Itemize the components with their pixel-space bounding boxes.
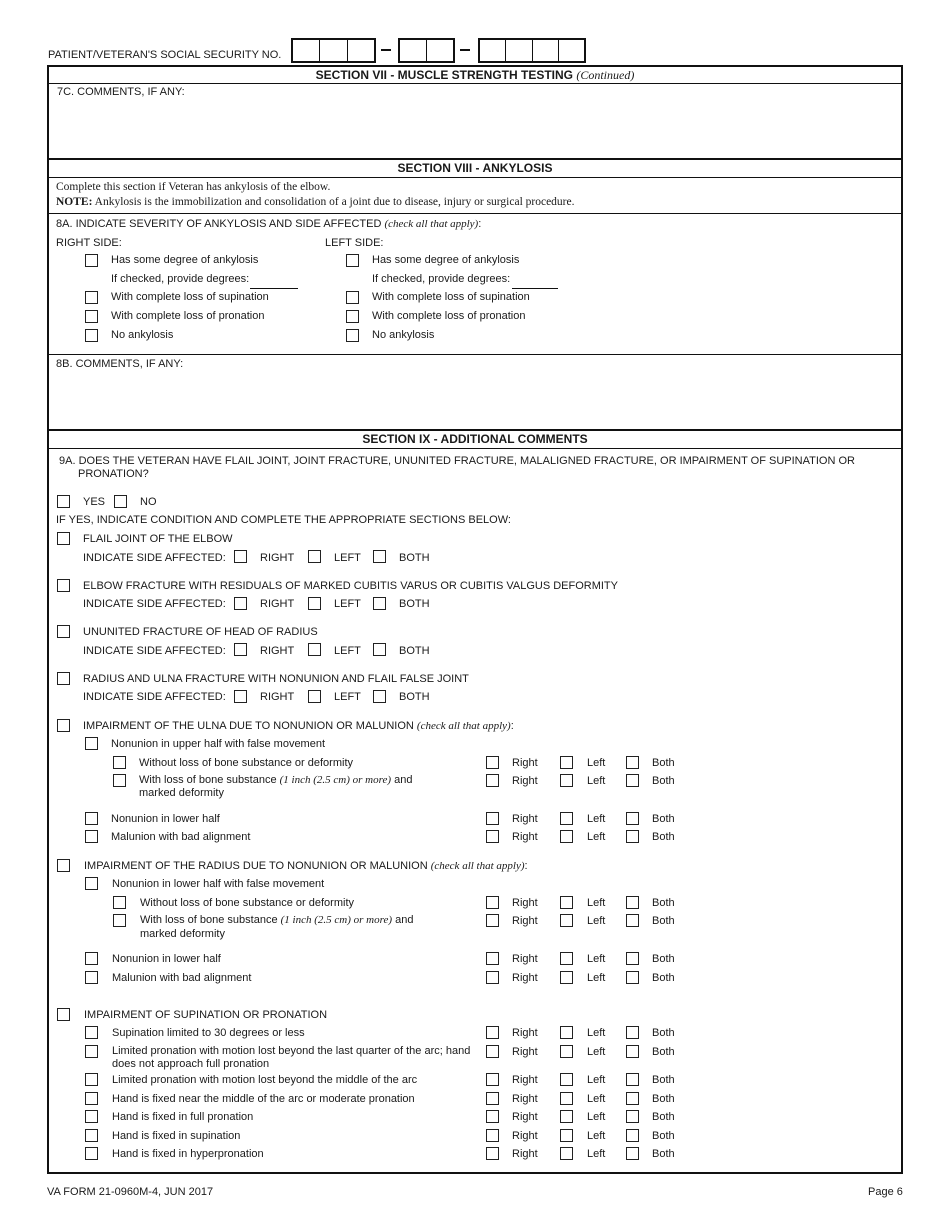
right-side-label: Right [512, 831, 538, 843]
radius-ulna-both-checkbox[interactable] [373, 690, 386, 703]
radius-lower-false-checkbox[interactable] [85, 877, 98, 890]
condition-label: UNUNITED FRACTURE OF HEAD OF RADIUS [83, 626, 318, 638]
flail-left-checkbox[interactable] [308, 550, 321, 563]
left-no-ankylosis-checkbox[interactable] [346, 329, 359, 342]
right-side-checkbox[interactable] [486, 1073, 499, 1086]
both-side-checkbox[interactable] [626, 914, 639, 927]
elbow-left-checkbox[interactable] [308, 597, 321, 610]
condition-label: IMPAIRMENT OF SUPINATION OR PRONATION [84, 1009, 328, 1021]
section-8-title: SECTION VIII - ANKYLOSIS [397, 161, 553, 175]
radius-nonunion-lower-checkbox[interactable] [85, 952, 98, 965]
left-side-checkbox[interactable] [560, 1147, 573, 1160]
radius-impairment-label: IMPAIRMENT OF THE RADIUS DUE TO NONUNION OR MALUNION (check all that apply): [84, 860, 528, 872]
both-side-label: Both [652, 1093, 675, 1105]
divider [48, 158, 902, 160]
left-side-checkbox[interactable] [560, 896, 573, 909]
both-side-label: Both [652, 813, 675, 825]
section-9-title: SECTION IX - ADDITIONAL COMMENTS [362, 432, 588, 446]
left-side-label: Left [587, 831, 606, 843]
left-side-label: Left [587, 1074, 606, 1086]
radius-ulna-right-checkbox[interactable] [234, 690, 247, 703]
side-label: LEFT [334, 598, 361, 610]
left-side-checkbox[interactable] [560, 1129, 573, 1142]
both-side-checkbox[interactable] [626, 812, 639, 825]
ununited-left-checkbox[interactable] [308, 643, 321, 656]
option-label: Limited pronation with motion lost beyond the middle of the arc [112, 1074, 418, 1086]
both-side-label: Both [652, 757, 675, 769]
option-label: If checked, provide degrees: [111, 273, 250, 285]
option-label: Without loss of bone substance or deformity [139, 757, 353, 769]
left-side-label: Left [587, 1027, 606, 1039]
question-8a: 8A. INDICATE SEVERITY OF ANKYLOSIS AND SIDE AFFECTED (check all that apply): [56, 218, 482, 230]
both-side-label: Both [652, 1046, 675, 1058]
side-label: LEFT [334, 645, 361, 657]
no-label: NO [140, 496, 157, 508]
both-side-label: Both [652, 1111, 675, 1123]
side-label: RIGHT [260, 598, 295, 610]
right-side-checkbox[interactable] [486, 952, 499, 965]
both-side-checkbox[interactable] [626, 1129, 639, 1142]
side-label: RIGHT [260, 691, 295, 703]
side-label: BOTH [399, 691, 430, 703]
radius-impairment-checkbox[interactable] [57, 859, 70, 872]
left-side-checkbox[interactable] [560, 812, 573, 825]
no-checkbox[interactable] [114, 495, 127, 508]
ulna-impairment-label: IMPAIRMENT OF THE ULNA DUE TO NONUNION OR MALUNION (check all that apply): [83, 720, 514, 732]
if-yes-instruction: IF YES, INDICATE CONDITION AND COMPLETE THE APPROPRIATE SECTIONS BELOW: [56, 514, 511, 526]
left-side-label: Left [587, 953, 606, 965]
ulna-malunion-checkbox[interactable] [85, 830, 98, 843]
side-label: LEFT [334, 552, 361, 564]
option-label: With complete loss of pronation [372, 310, 526, 322]
left-side-label: Left [587, 972, 606, 984]
ssn-field-group[interactable] [398, 38, 455, 63]
right-side-checkbox[interactable] [486, 1026, 499, 1039]
side-affected-label: INDICATE SIDE AFFECTED: [83, 598, 226, 610]
elbow-right-checkbox[interactable] [234, 597, 247, 610]
option-label: Nonunion in upper half with false movement [111, 738, 326, 750]
option-label-cont: marked deformity [140, 928, 225, 940]
both-side-checkbox[interactable] [626, 1045, 639, 1058]
right-side-label: Right [512, 1111, 538, 1123]
sup-item-checkbox[interactable] [85, 1073, 98, 1086]
both-side-label: Both [652, 831, 675, 843]
option-label: Nonunion in lower half [111, 813, 220, 825]
left-side-label: Left [587, 757, 606, 769]
comments-8b-field[interactable] [50, 372, 900, 428]
side-label: LEFT [334, 691, 361, 703]
ssn-label: PATIENT/VETERAN'S SOCIAL SECURITY NO. [48, 49, 282, 61]
flail-joint-checkbox[interactable] [57, 532, 70, 545]
side-affected-label: INDICATE SIDE AFFECTED: [83, 645, 226, 657]
both-side-label: Both [652, 1074, 675, 1086]
radius-with-loss-checkbox[interactable] [113, 914, 126, 927]
form-frame [47, 65, 903, 1174]
left-side-checkbox[interactable] [560, 971, 573, 984]
page-number: Page 6 [868, 1186, 903, 1198]
both-side-checkbox[interactable] [626, 971, 639, 984]
option-label: Hand is fixed near the middle of the arc or moderate pronation [112, 1093, 415, 1105]
ununited-both-checkbox[interactable] [373, 643, 386, 656]
option-label: Hand is fixed in full pronation [112, 1111, 254, 1123]
left-pronation-checkbox[interactable] [346, 310, 359, 323]
option-label: Nonunion in lower half [112, 953, 221, 965]
right-pronation-checkbox[interactable] [85, 310, 98, 323]
sup-item-checkbox[interactable] [85, 1026, 98, 1039]
ssn-field-area[interactable] [291, 38, 376, 63]
option-label: Has some degree of ankylosis [372, 254, 520, 266]
side-label: BOTH [399, 645, 430, 657]
section-7-title: SECTION VII - MUSCLE STRENGTH TESTING (Continued) [315, 68, 635, 82]
side-affected-label: INDICATE SIDE AFFECTED: [83, 552, 226, 564]
right-side-checkbox[interactable] [486, 1045, 499, 1058]
right-supination-checkbox[interactable] [85, 291, 98, 304]
right-side-label: Right [512, 1027, 538, 1039]
left-side-label: Left [587, 813, 606, 825]
right-side-label: Right [512, 1148, 538, 1160]
question-9a-cont: PRONATION? [78, 468, 149, 480]
flail-both-checkbox[interactable] [373, 550, 386, 563]
sup-item-checkbox[interactable] [85, 1110, 98, 1123]
left-side-checkbox[interactable] [560, 952, 573, 965]
side-label: BOTH [399, 552, 430, 564]
both-side-label: Both [652, 1148, 675, 1160]
right-side-checkbox[interactable] [486, 1129, 499, 1142]
divider [48, 429, 902, 431]
right-side-label: Right [512, 1046, 538, 1058]
divider [48, 83, 902, 84]
right-side-checkbox[interactable] [486, 1110, 499, 1123]
radius-malunion-checkbox[interactable] [85, 971, 98, 984]
option-label-cont: does not approach full pronation [112, 1058, 270, 1070]
section-8-intro: Complete this section if Veteran has ankylosis of the elbow. [56, 181, 331, 193]
side-label: BOTH [399, 598, 430, 610]
left-side-label: Left [587, 1130, 606, 1142]
option-label: Supination limited to 30 degrees or less [112, 1027, 305, 1039]
right-side-label: Right [512, 1074, 538, 1086]
left-side-checkbox[interactable] [560, 1045, 573, 1058]
ununited-right-checkbox[interactable] [234, 643, 247, 656]
right-side-checkbox[interactable] [486, 971, 499, 984]
left-side-checkbox[interactable] [560, 756, 573, 769]
option-label: With complete loss of supination [111, 291, 269, 303]
ssn-field-serial[interactable] [478, 38, 586, 63]
both-side-checkbox[interactable] [626, 952, 639, 965]
ulna-impairment-checkbox[interactable] [57, 719, 70, 732]
ununited-fracture-checkbox[interactable] [57, 625, 70, 638]
left-side-checkbox[interactable] [560, 1026, 573, 1039]
both-side-checkbox[interactable] [626, 896, 639, 909]
both-side-checkbox[interactable] [626, 1026, 639, 1039]
divider [48, 177, 902, 178]
right-side-label: Right [512, 775, 538, 787]
option-label: No ankylosis [111, 329, 174, 341]
supination-pronation-checkbox[interactable] [57, 1008, 70, 1021]
both-side-checkbox[interactable] [626, 830, 639, 843]
both-side-label: Both [652, 897, 675, 909]
both-side-label: Both [652, 1130, 675, 1142]
comments-8b-label: 8B. COMMENTS, IF ANY: [56, 358, 184, 370]
left-side-label: Left [587, 1148, 606, 1160]
right-side-label: Right [512, 1093, 538, 1105]
left-side-label: LEFT SIDE: [325, 237, 384, 249]
right-side-label: Right [512, 915, 538, 927]
option-label: With complete loss of pronation [111, 310, 265, 322]
option-label: With complete loss of supination [372, 291, 530, 303]
option-label: Malunion with bad alignment [111, 831, 251, 843]
radius-ulna-left-checkbox[interactable] [308, 690, 321, 703]
condition-label: FLAIL JOINT OF THE ELBOW [83, 533, 233, 545]
left-side-label: Left [587, 775, 606, 787]
left-side-checkbox[interactable] [560, 1073, 573, 1086]
both-side-checkbox[interactable] [626, 756, 639, 769]
left-side-checkbox[interactable] [560, 774, 573, 787]
left-side-checkbox[interactable] [560, 830, 573, 843]
elbow-both-checkbox[interactable] [373, 597, 386, 610]
sup-item-checkbox[interactable] [85, 1045, 98, 1058]
ssn-dash [460, 49, 470, 51]
right-side-label: Right [512, 1130, 538, 1142]
both-side-label: Both [652, 775, 675, 787]
option-label: Nonunion in lower half with false movement [112, 878, 325, 890]
right-side-label: RIGHT SIDE: [56, 237, 122, 249]
ulna-nonunion-lower-checkbox[interactable] [85, 812, 98, 825]
divider [48, 354, 902, 355]
left-side-checkbox[interactable] [560, 1092, 573, 1105]
right-side-label: Right [512, 897, 538, 909]
side-label: RIGHT [260, 552, 295, 564]
ulna-with-loss-checkbox[interactable] [113, 774, 126, 787]
option-label: Without loss of bone substance or deformity [140, 897, 354, 909]
option-label: Limited pronation with motion lost beyond the last quarter of the arc; hand [112, 1045, 471, 1057]
both-side-checkbox[interactable] [626, 774, 639, 787]
right-side-checkbox[interactable] [486, 812, 499, 825]
right-side-label: Right [512, 953, 538, 965]
right-degrees-input[interactable] [250, 274, 298, 289]
sup-item-checkbox[interactable] [85, 1092, 98, 1105]
section-8-note: NOTE: Ankylosis is the immobilization and consolidation of a joint due to disease, injury or surgical procedure. [56, 196, 575, 208]
right-side-label: Right [512, 972, 538, 984]
question-9a: 9A. DOES THE VETERAN HAVE FLAIL JOINT, JOINT FRACTURE, UNUNITED FRACTURE, MALALIGNED FRACTURE, OR IMPAIRMENT OF SUPINATION OR [59, 455, 855, 467]
both-side-checkbox[interactable] [626, 1147, 639, 1160]
left-side-checkbox[interactable] [560, 914, 573, 927]
right-side-label: Right [512, 757, 538, 769]
both-side-label: Both [652, 953, 675, 965]
option-label: Has some degree of ankylosis [111, 254, 259, 266]
yes-label: YES [83, 496, 106, 508]
left-some-ankylosis-checkbox[interactable] [346, 254, 359, 267]
condition-label: ELBOW FRACTURE WITH RESIDUALS OF MARKED CUBITIS VARUS OR CUBITIS VALGUS DEFORMITY [83, 580, 618, 592]
both-side-label: Both [652, 1027, 675, 1039]
left-side-label: Left [587, 1111, 606, 1123]
side-affected-label: INDICATE SIDE AFFECTED: [83, 691, 226, 703]
right-side-checkbox[interactable] [486, 896, 499, 909]
left-side-checkbox[interactable] [560, 1110, 573, 1123]
comments-7c-label: 7C. COMMENTS, IF ANY: [57, 86, 185, 98]
right-some-ankylosis-checkbox[interactable] [85, 254, 98, 267]
radius-ulna-fracture-checkbox[interactable] [57, 672, 70, 685]
comments-7c-field[interactable] [50, 100, 900, 156]
both-side-checkbox[interactable] [626, 1110, 639, 1123]
form-id: VA FORM 21-0960M-4, JUN 2017 [47, 1186, 214, 1198]
radius-without-loss-checkbox[interactable] [113, 896, 126, 909]
both-side-label: Both [652, 915, 675, 927]
elbow-fracture-checkbox[interactable] [57, 579, 70, 592]
both-side-checkbox[interactable] [626, 1073, 639, 1086]
right-side-checkbox[interactable] [486, 756, 499, 769]
option-label: With loss of bone substance (1 inch (2.5 cm) or more) and [140, 914, 414, 926]
divider [48, 448, 902, 449]
right-side-checkbox[interactable] [486, 774, 499, 787]
option-label: Hand is fixed in supination [112, 1130, 241, 1142]
flail-right-checkbox[interactable] [234, 550, 247, 563]
sup-item-checkbox[interactable] [85, 1129, 98, 1142]
option-label: With loss of bone substance (1 inch (2.5 cm) or more) and [139, 774, 413, 786]
condition-label: RADIUS AND ULNA FRACTURE WITH NONUNION AND FLAIL FALSE JOINT [83, 673, 469, 685]
left-supination-checkbox[interactable] [346, 291, 359, 304]
right-side-checkbox[interactable] [486, 830, 499, 843]
left-side-label: Left [587, 1093, 606, 1105]
option-label-cont: marked deformity [139, 787, 224, 799]
ulna-upper-checkbox[interactable] [85, 737, 98, 750]
sup-item-checkbox[interactable] [85, 1147, 98, 1160]
left-side-label: Left [587, 897, 606, 909]
left-side-label: Left [587, 915, 606, 927]
option-label: Malunion with bad alignment [112, 972, 252, 984]
both-side-checkbox[interactable] [626, 1092, 639, 1105]
ssn-dash [381, 49, 391, 51]
ulna-without-loss-checkbox[interactable] [113, 756, 126, 769]
right-no-ankylosis-checkbox[interactable] [85, 329, 98, 342]
both-side-label: Both [652, 972, 675, 984]
side-label: RIGHT [260, 645, 295, 657]
right-side-checkbox[interactable] [486, 1147, 499, 1160]
option-label: Hand is fixed in hyperpronation [112, 1148, 264, 1160]
left-degrees-input[interactable] [512, 274, 558, 289]
divider [48, 213, 902, 214]
left-side-label: Left [587, 1046, 606, 1058]
right-side-checkbox[interactable] [486, 914, 499, 927]
right-side-label: Right [512, 813, 538, 825]
yes-checkbox[interactable] [57, 495, 70, 508]
right-side-checkbox[interactable] [486, 1092, 499, 1105]
option-label: No ankylosis [372, 329, 435, 341]
option-label: If checked, provide degrees: [372, 273, 511, 285]
